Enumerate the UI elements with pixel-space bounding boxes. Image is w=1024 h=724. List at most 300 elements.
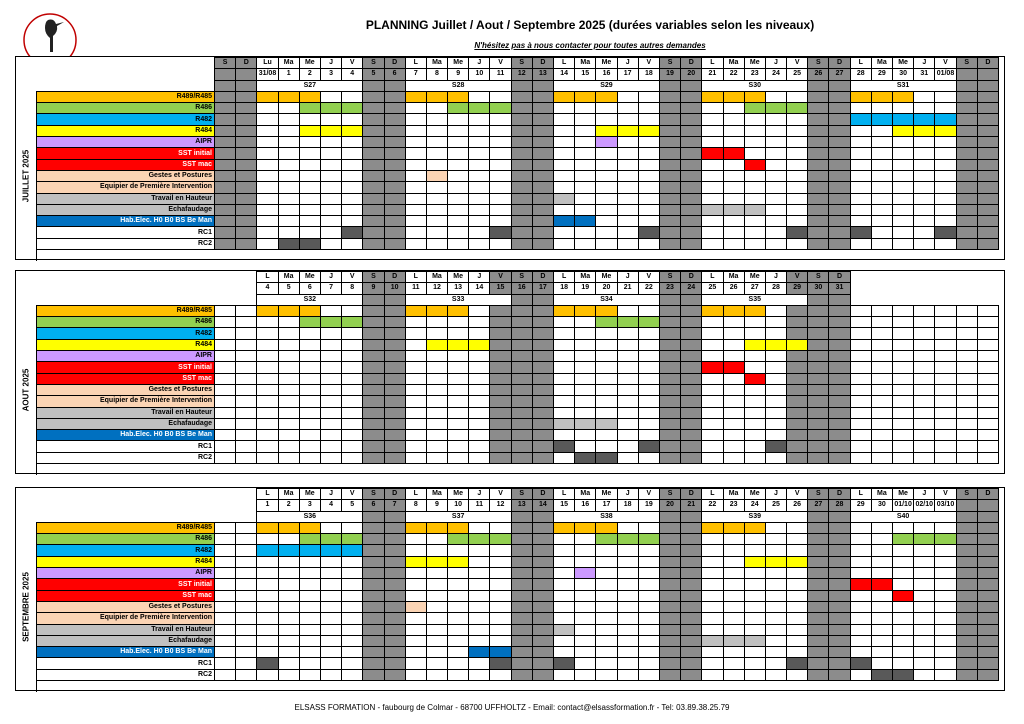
schedule-cell[interactable] — [384, 647, 405, 658]
schedule-cell[interactable] — [935, 170, 956, 181]
schedule-cell[interactable] — [596, 125, 617, 136]
schedule-cell[interactable] — [384, 193, 405, 204]
schedule-cell[interactable] — [681, 114, 702, 125]
schedule-cell[interactable] — [532, 658, 553, 669]
schedule-cell[interactable] — [871, 317, 892, 328]
schedule-cell[interactable] — [278, 545, 299, 556]
schedule-cell[interactable] — [744, 613, 765, 624]
schedule-cell[interactable] — [935, 556, 956, 567]
schedule-cell[interactable] — [617, 351, 638, 362]
schedule-cell[interactable] — [469, 534, 490, 545]
schedule-cell[interactable] — [236, 193, 257, 204]
schedule-cell[interactable] — [215, 317, 236, 328]
schedule-cell[interactable] — [257, 384, 278, 395]
schedule-cell[interactable] — [469, 182, 490, 193]
schedule-cell[interactable] — [808, 556, 829, 567]
schedule-cell[interactable] — [469, 351, 490, 362]
schedule-cell[interactable] — [977, 351, 998, 362]
schedule-cell[interactable] — [787, 114, 808, 125]
schedule-cell[interactable] — [765, 362, 786, 373]
schedule-cell[interactable] — [829, 148, 850, 159]
schedule-cell[interactable] — [236, 148, 257, 159]
schedule-cell[interactable] — [829, 669, 850, 680]
schedule-cell[interactable] — [702, 396, 723, 407]
schedule-cell[interactable] — [532, 418, 553, 429]
schedule-cell[interactable] — [787, 556, 808, 567]
schedule-cell[interactable] — [554, 590, 575, 601]
schedule-cell[interactable] — [554, 601, 575, 612]
schedule-cell[interactable] — [744, 669, 765, 680]
schedule-cell[interactable] — [681, 658, 702, 669]
schedule-cell[interactable] — [744, 182, 765, 193]
schedule-cell[interactable] — [914, 452, 935, 463]
schedule-cell[interactable] — [681, 351, 702, 362]
schedule-cell[interactable] — [596, 658, 617, 669]
schedule-cell[interactable] — [511, 148, 532, 159]
schedule-cell[interactable] — [893, 568, 914, 579]
schedule-cell[interactable] — [765, 647, 786, 658]
schedule-cell[interactable] — [935, 362, 956, 373]
schedule-cell[interactable] — [532, 91, 553, 102]
schedule-cell[interactable] — [448, 452, 469, 463]
schedule-cell[interactable] — [405, 114, 426, 125]
schedule-cell[interactable] — [342, 305, 363, 316]
schedule-cell[interactable] — [723, 556, 744, 567]
schedule-cell[interactable] — [342, 613, 363, 624]
schedule-cell[interactable] — [659, 407, 680, 418]
schedule-cell[interactable] — [215, 373, 236, 384]
schedule-cell[interactable] — [977, 534, 998, 545]
schedule-cell[interactable] — [215, 148, 236, 159]
schedule-cell[interactable] — [914, 658, 935, 669]
schedule-cell[interactable] — [596, 204, 617, 215]
schedule-cell[interactable] — [617, 452, 638, 463]
schedule-cell[interactable] — [765, 556, 786, 567]
schedule-cell[interactable] — [215, 556, 236, 567]
schedule-cell[interactable] — [426, 351, 447, 362]
schedule-cell[interactable] — [448, 647, 469, 658]
schedule-cell[interactable] — [363, 658, 384, 669]
schedule-cell[interactable] — [299, 351, 320, 362]
schedule-cell[interactable] — [405, 216, 426, 227]
schedule-cell[interactable] — [363, 418, 384, 429]
schedule-cell[interactable] — [257, 534, 278, 545]
schedule-cell[interactable] — [363, 407, 384, 418]
schedule-cell[interactable] — [914, 216, 935, 227]
schedule-cell[interactable] — [511, 545, 532, 556]
schedule-cell[interactable] — [257, 545, 278, 556]
schedule-cell[interactable] — [871, 384, 892, 395]
schedule-cell[interactable] — [935, 339, 956, 350]
schedule-cell[interactable] — [448, 103, 469, 114]
schedule-cell[interactable] — [426, 579, 447, 590]
schedule-cell[interactable] — [617, 339, 638, 350]
schedule-cell[interactable] — [723, 317, 744, 328]
schedule-cell[interactable] — [596, 430, 617, 441]
schedule-cell[interactable] — [977, 407, 998, 418]
schedule-cell[interactable] — [681, 601, 702, 612]
schedule-cell[interactable] — [829, 545, 850, 556]
schedule-cell[interactable] — [787, 351, 808, 362]
schedule-cell[interactable] — [850, 125, 871, 136]
schedule-cell[interactable] — [617, 418, 638, 429]
schedule-cell[interactable] — [765, 590, 786, 601]
schedule-cell[interactable] — [914, 601, 935, 612]
schedule-cell[interactable] — [765, 522, 786, 533]
schedule-cell[interactable] — [871, 452, 892, 463]
schedule-cell[interactable] — [702, 103, 723, 114]
schedule-cell[interactable] — [977, 193, 998, 204]
schedule-cell[interactable] — [871, 418, 892, 429]
schedule-cell[interactable] — [384, 452, 405, 463]
schedule-cell[interactable] — [469, 556, 490, 567]
schedule-cell[interactable] — [448, 362, 469, 373]
schedule-cell[interactable] — [363, 137, 384, 148]
schedule-cell[interactable] — [236, 613, 257, 624]
schedule-cell[interactable] — [405, 125, 426, 136]
schedule-cell[interactable] — [575, 624, 596, 635]
schedule-cell[interactable] — [808, 193, 829, 204]
schedule-cell[interactable] — [681, 238, 702, 249]
schedule-cell[interactable] — [469, 238, 490, 249]
schedule-cell[interactable] — [596, 362, 617, 373]
schedule-cell[interactable] — [893, 522, 914, 533]
schedule-cell[interactable] — [575, 170, 596, 181]
schedule-cell[interactable] — [384, 522, 405, 533]
schedule-cell[interactable] — [426, 418, 447, 429]
schedule-cell[interactable] — [850, 635, 871, 646]
schedule-cell[interactable] — [278, 182, 299, 193]
schedule-cell[interactable] — [956, 305, 977, 316]
schedule-cell[interactable] — [363, 613, 384, 624]
schedule-cell[interactable] — [342, 328, 363, 339]
schedule-cell[interactable] — [469, 452, 490, 463]
schedule-cell[interactable] — [617, 647, 638, 658]
schedule-cell[interactable] — [935, 545, 956, 556]
schedule-cell[interactable] — [384, 601, 405, 612]
schedule-cell[interactable] — [617, 362, 638, 373]
schedule-cell[interactable] — [808, 216, 829, 227]
schedule-cell[interactable] — [787, 148, 808, 159]
schedule-cell[interactable] — [977, 305, 998, 316]
schedule-cell[interactable] — [744, 384, 765, 395]
schedule-cell[interactable] — [808, 430, 829, 441]
schedule-cell[interactable] — [215, 579, 236, 590]
schedule-cell[interactable] — [236, 204, 257, 215]
schedule-cell[interactable] — [405, 339, 426, 350]
schedule-cell[interactable] — [977, 647, 998, 658]
schedule-cell[interactable] — [490, 204, 511, 215]
schedule-cell[interactable] — [893, 452, 914, 463]
schedule-cell[interactable] — [490, 441, 511, 452]
schedule-cell[interactable] — [829, 452, 850, 463]
schedule-cell[interactable] — [257, 579, 278, 590]
schedule-cell[interactable] — [723, 91, 744, 102]
schedule-cell[interactable] — [469, 407, 490, 418]
schedule-cell[interactable] — [596, 91, 617, 102]
schedule-cell[interactable] — [596, 396, 617, 407]
schedule-cell[interactable] — [215, 418, 236, 429]
schedule-cell[interactable] — [363, 635, 384, 646]
schedule-cell[interactable] — [850, 545, 871, 556]
schedule-cell[interactable] — [808, 669, 829, 680]
schedule-cell[interactable] — [490, 384, 511, 395]
schedule-cell[interactable] — [278, 556, 299, 567]
schedule-cell[interactable] — [342, 601, 363, 612]
schedule-cell[interactable] — [829, 556, 850, 567]
schedule-cell[interactable] — [532, 227, 553, 238]
schedule-cell[interactable] — [490, 137, 511, 148]
schedule-cell[interactable] — [787, 137, 808, 148]
schedule-cell[interactable] — [659, 522, 680, 533]
schedule-cell[interactable] — [448, 351, 469, 362]
schedule-cell[interactable] — [808, 418, 829, 429]
schedule-cell[interactable] — [363, 441, 384, 452]
schedule-cell[interactable] — [893, 384, 914, 395]
schedule-cell[interactable] — [299, 216, 320, 227]
schedule-cell[interactable] — [363, 579, 384, 590]
schedule-cell[interactable] — [490, 624, 511, 635]
schedule-cell[interactable] — [935, 568, 956, 579]
schedule-cell[interactable] — [490, 568, 511, 579]
schedule-cell[interactable] — [426, 193, 447, 204]
schedule-cell[interactable] — [511, 216, 532, 227]
schedule-cell[interactable] — [702, 204, 723, 215]
schedule-cell[interactable] — [744, 452, 765, 463]
schedule-cell[interactable] — [787, 193, 808, 204]
schedule-cell[interactable] — [236, 317, 257, 328]
schedule-cell[interactable] — [702, 556, 723, 567]
schedule-cell[interactable] — [765, 669, 786, 680]
schedule-cell[interactable] — [871, 91, 892, 102]
schedule-cell[interactable] — [829, 238, 850, 249]
schedule-cell[interactable] — [236, 238, 257, 249]
schedule-cell[interactable] — [638, 647, 659, 658]
schedule-cell[interactable] — [659, 613, 680, 624]
schedule-cell[interactable] — [257, 91, 278, 102]
schedule-cell[interactable] — [723, 362, 744, 373]
schedule-cell[interactable] — [405, 204, 426, 215]
schedule-cell[interactable] — [638, 545, 659, 556]
schedule-cell[interactable] — [850, 556, 871, 567]
schedule-cell[interactable] — [236, 534, 257, 545]
schedule-cell[interactable] — [681, 624, 702, 635]
schedule-cell[interactable] — [384, 590, 405, 601]
schedule-cell[interactable] — [765, 125, 786, 136]
schedule-cell[interactable] — [405, 384, 426, 395]
schedule-cell[interactable] — [405, 452, 426, 463]
schedule-cell[interactable] — [363, 238, 384, 249]
schedule-cell[interactable] — [702, 624, 723, 635]
schedule-cell[interactable] — [426, 647, 447, 658]
schedule-cell[interactable] — [511, 103, 532, 114]
schedule-cell[interactable] — [405, 647, 426, 658]
schedule-cell[interactable] — [956, 418, 977, 429]
schedule-cell[interactable] — [893, 204, 914, 215]
schedule-cell[interactable] — [829, 384, 850, 395]
schedule-cell[interactable] — [384, 148, 405, 159]
schedule-cell[interactable] — [659, 647, 680, 658]
schedule-cell[interactable] — [448, 373, 469, 384]
schedule-cell[interactable] — [532, 362, 553, 373]
schedule-cell[interactable] — [850, 441, 871, 452]
schedule-cell[interactable] — [511, 159, 532, 170]
schedule-cell[interactable] — [681, 441, 702, 452]
schedule-cell[interactable] — [532, 216, 553, 227]
schedule-cell[interactable] — [744, 305, 765, 316]
schedule-cell[interactable] — [257, 373, 278, 384]
schedule-cell[interactable] — [448, 148, 469, 159]
schedule-cell[interactable] — [299, 635, 320, 646]
schedule-cell[interactable] — [638, 114, 659, 125]
schedule-cell[interactable] — [596, 373, 617, 384]
schedule-cell[interactable] — [405, 362, 426, 373]
schedule-cell[interactable] — [405, 613, 426, 624]
schedule-cell[interactable] — [596, 103, 617, 114]
schedule-cell[interactable] — [638, 170, 659, 181]
schedule-cell[interactable] — [850, 227, 871, 238]
schedule-cell[interactable] — [405, 91, 426, 102]
schedule-cell[interactable] — [257, 193, 278, 204]
schedule-cell[interactable] — [765, 396, 786, 407]
schedule-cell[interactable] — [363, 125, 384, 136]
schedule-cell[interactable] — [702, 430, 723, 441]
schedule-cell[interactable] — [320, 441, 341, 452]
schedule-cell[interactable] — [278, 137, 299, 148]
schedule-cell[interactable] — [278, 407, 299, 418]
schedule-cell[interactable] — [596, 328, 617, 339]
schedule-cell[interactable] — [320, 159, 341, 170]
schedule-cell[interactable] — [702, 407, 723, 418]
schedule-cell[interactable] — [257, 238, 278, 249]
schedule-cell[interactable] — [702, 227, 723, 238]
schedule-cell[interactable] — [702, 568, 723, 579]
schedule-cell[interactable] — [299, 193, 320, 204]
schedule-cell[interactable] — [638, 373, 659, 384]
schedule-cell[interactable] — [702, 351, 723, 362]
schedule-cell[interactable] — [532, 373, 553, 384]
schedule-cell[interactable] — [215, 568, 236, 579]
schedule-cell[interactable] — [702, 305, 723, 316]
schedule-cell[interactable] — [808, 441, 829, 452]
schedule-cell[interactable] — [850, 216, 871, 227]
schedule-cell[interactable] — [469, 568, 490, 579]
schedule-cell[interactable] — [575, 635, 596, 646]
schedule-cell[interactable] — [914, 125, 935, 136]
schedule-cell[interactable] — [893, 103, 914, 114]
schedule-cell[interactable] — [490, 647, 511, 658]
schedule-cell[interactable] — [638, 452, 659, 463]
schedule-cell[interactable] — [257, 103, 278, 114]
schedule-cell[interactable] — [893, 407, 914, 418]
schedule-cell[interactable] — [744, 601, 765, 612]
schedule-cell[interactable] — [278, 669, 299, 680]
schedule-cell[interactable] — [596, 114, 617, 125]
schedule-cell[interactable] — [320, 635, 341, 646]
schedule-cell[interactable] — [935, 216, 956, 227]
schedule-cell[interactable] — [405, 317, 426, 328]
schedule-cell[interactable] — [829, 534, 850, 545]
schedule-cell[interactable] — [723, 590, 744, 601]
schedule-cell[interactable] — [893, 396, 914, 407]
schedule-cell[interactable] — [702, 317, 723, 328]
schedule-cell[interactable] — [829, 590, 850, 601]
schedule-cell[interactable] — [405, 441, 426, 452]
schedule-cell[interactable] — [893, 170, 914, 181]
schedule-cell[interactable] — [426, 373, 447, 384]
schedule-cell[interactable] — [765, 170, 786, 181]
schedule-cell[interactable] — [426, 216, 447, 227]
schedule-cell[interactable] — [808, 148, 829, 159]
schedule-cell[interactable] — [808, 170, 829, 181]
schedule-cell[interactable] — [257, 159, 278, 170]
schedule-cell[interactable] — [871, 305, 892, 316]
schedule-cell[interactable] — [236, 339, 257, 350]
schedule-cell[interactable] — [935, 125, 956, 136]
schedule-cell[interactable] — [448, 635, 469, 646]
schedule-cell[interactable] — [469, 170, 490, 181]
schedule-cell[interactable] — [554, 182, 575, 193]
schedule-cell[interactable] — [956, 590, 977, 601]
schedule-cell[interactable] — [363, 204, 384, 215]
schedule-cell[interactable] — [702, 170, 723, 181]
schedule-cell[interactable] — [702, 238, 723, 249]
schedule-cell[interactable] — [278, 647, 299, 658]
schedule-cell[interactable] — [681, 137, 702, 148]
schedule-cell[interactable] — [914, 114, 935, 125]
schedule-cell[interactable] — [405, 182, 426, 193]
schedule-cell[interactable] — [511, 430, 532, 441]
schedule-cell[interactable] — [575, 452, 596, 463]
schedule-cell[interactable] — [893, 339, 914, 350]
schedule-cell[interactable] — [532, 441, 553, 452]
schedule-cell[interactable] — [850, 204, 871, 215]
schedule-cell[interactable] — [871, 103, 892, 114]
schedule-cell[interactable] — [532, 613, 553, 624]
schedule-cell[interactable] — [808, 182, 829, 193]
schedule-cell[interactable] — [236, 647, 257, 658]
schedule-cell[interactable] — [787, 396, 808, 407]
schedule-cell[interactable] — [638, 601, 659, 612]
schedule-cell[interactable] — [977, 362, 998, 373]
schedule-cell[interactable] — [490, 159, 511, 170]
schedule-cell[interactable] — [215, 114, 236, 125]
schedule-cell[interactable] — [320, 601, 341, 612]
schedule-cell[interactable] — [405, 624, 426, 635]
schedule-cell[interactable] — [702, 373, 723, 384]
schedule-cell[interactable] — [299, 328, 320, 339]
schedule-cell[interactable] — [871, 647, 892, 658]
schedule-cell[interactable] — [617, 305, 638, 316]
schedule-cell[interactable] — [808, 522, 829, 533]
schedule-cell[interactable] — [363, 545, 384, 556]
schedule-cell[interactable] — [787, 430, 808, 441]
schedule-cell[interactable] — [808, 204, 829, 215]
schedule-cell[interactable] — [871, 579, 892, 590]
schedule-cell[interactable] — [956, 430, 977, 441]
schedule-cell[interactable] — [914, 305, 935, 316]
schedule-cell[interactable] — [278, 193, 299, 204]
schedule-cell[interactable] — [299, 125, 320, 136]
schedule-cell[interactable] — [596, 601, 617, 612]
schedule-cell[interactable] — [744, 522, 765, 533]
schedule-cell[interactable] — [659, 441, 680, 452]
schedule-cell[interactable] — [787, 568, 808, 579]
schedule-cell[interactable] — [405, 227, 426, 238]
schedule-cell[interactable] — [575, 418, 596, 429]
schedule-cell[interactable] — [977, 170, 998, 181]
schedule-cell[interactable] — [850, 182, 871, 193]
